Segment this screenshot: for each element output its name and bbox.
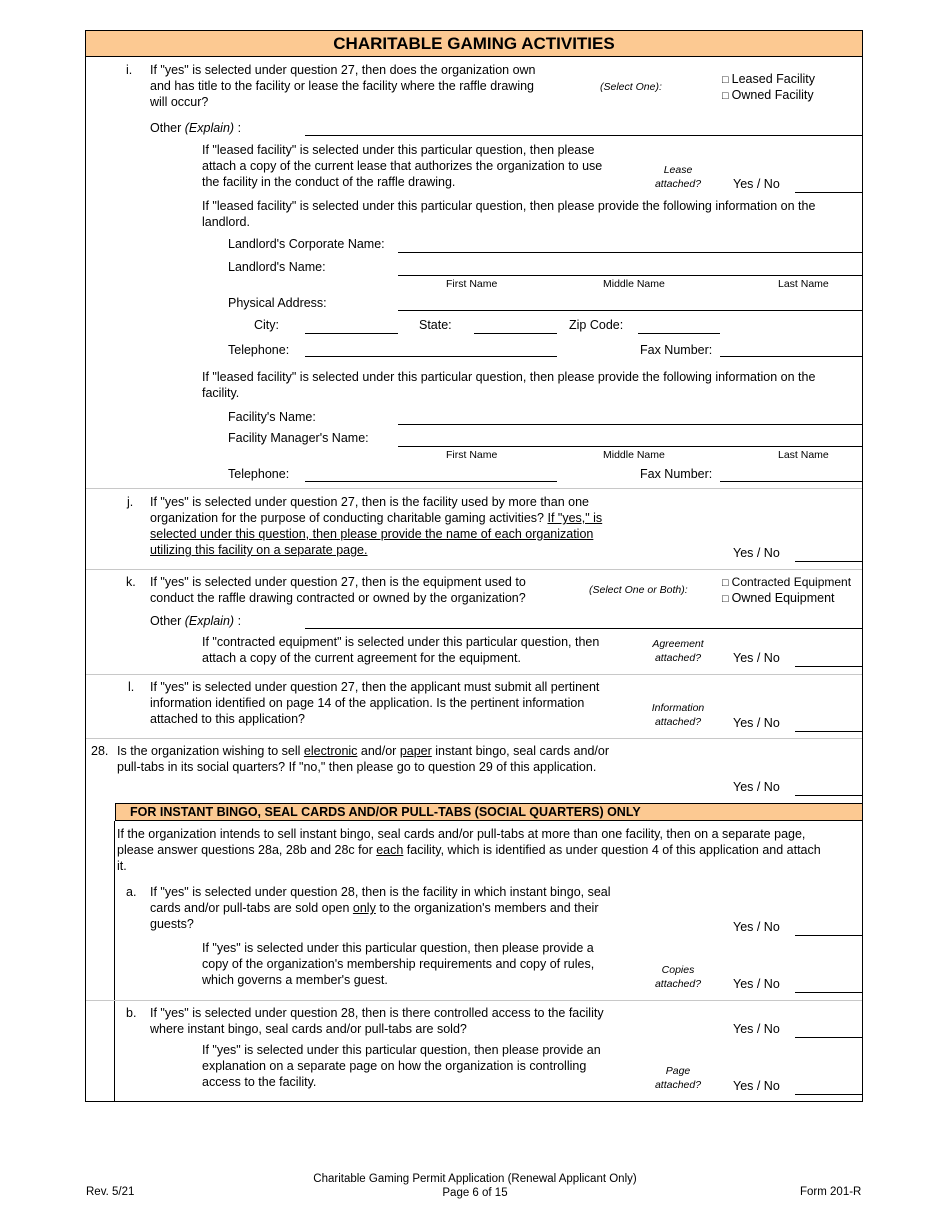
q28a-answer-field[interactable] xyxy=(795,935,863,936)
agreement-answer-field[interactable] xyxy=(795,666,863,667)
lease-attached-label: Lease attached? xyxy=(654,164,702,190)
middle-name-caption: Middle Name xyxy=(603,278,665,290)
first-name-caption: First Name xyxy=(446,449,498,461)
option-leased-facility[interactable]: □ Leased Facility xyxy=(722,72,816,86)
l-answer-field[interactable] xyxy=(795,731,863,732)
physical-address-label: Physical Address: xyxy=(228,296,327,310)
j-yes-no[interactable]: Yes / No xyxy=(733,546,780,560)
copies-yes-no[interactable]: Yes / No xyxy=(733,977,780,991)
question-number-28b: b. xyxy=(126,1006,137,1020)
fax-field[interactable] xyxy=(720,481,863,482)
revision-label: Rev. 5/21 xyxy=(86,1186,135,1198)
state-field[interactable] xyxy=(474,333,557,334)
question-number-l: l. xyxy=(128,680,135,694)
question-number-i: i. xyxy=(126,63,133,77)
divider xyxy=(86,674,862,675)
checkbox-icon[interactable]: □ xyxy=(722,74,729,86)
q28b-yes-no[interactable]: Yes / No xyxy=(733,1022,780,1036)
question-28-text: Is the organization wishing to sell electronic and/or paper instant bingo, seal cards and/or pull-tabs in its social quarters? If "no," then please go to question 29 of this application. xyxy=(117,744,609,774)
state-label: State: xyxy=(419,318,452,332)
question-l-text: If "yes" is selected under question 27, then the applicant must submit all pertinent information identified on page 14 of the application. Is the pertinent information attached to this application? xyxy=(150,680,600,726)
last-name-caption: Last Name xyxy=(778,449,829,461)
section-intro: If the organization intends to sell instant bingo, seal cards and/or pull-tabs at more than one facility, then on a separate page, please answer questions 28a, 28b and 28c for each facility, which is identified as under question 4 of this application and attach it. xyxy=(117,827,821,873)
copies-answer-field[interactable] xyxy=(795,992,863,993)
page-instructions: If "yes" is selected under this particular question, then please provide an explanation on a separate page on how the organization is controlling access to the facility. xyxy=(202,1043,601,1089)
landlord-corp-label: Landlord's Corporate Name: xyxy=(228,237,385,251)
telephone-field[interactable] xyxy=(305,481,557,482)
lease-answer-field[interactable] xyxy=(795,192,863,193)
fax-field[interactable] xyxy=(720,356,863,357)
question-j-text: If "yes" is selected under question 27, then is the facility used by more than one organization for the purpose of conducting charitable gaming activities? If "yes," is selected under this question, then please provide the name of each organization utilizing this facility on a separate page. xyxy=(150,495,603,557)
landlord-intro: If "leased facility" is selected under this particular question, then please provide the following information on the landlord. xyxy=(202,199,816,229)
city-field[interactable] xyxy=(305,333,398,334)
facility-intro: If "leased facility" is selected under this particular question, then please provide the following information on the facility. xyxy=(202,370,816,400)
information-attached-label: Information attached? xyxy=(651,702,705,728)
q28a-yes-no[interactable]: Yes / No xyxy=(733,920,780,934)
checkbox-icon[interactable]: □ xyxy=(722,577,729,589)
agreement-yes-no[interactable]: Yes / No xyxy=(733,651,780,665)
zip-field[interactable] xyxy=(638,333,720,334)
checkbox-icon[interactable]: □ xyxy=(722,90,729,102)
select-one-or-both-label: (Select One or Both): xyxy=(589,584,688,596)
question-k-text: If "yes" is selected under question 27, then is the equipment used to conduct the raffle drawing contracted or owned by the organization? xyxy=(150,575,526,605)
physical-address-field[interactable] xyxy=(398,310,863,311)
question-number-28a: a. xyxy=(126,885,137,899)
lease-instructions: If "leased facility" is selected under this particular question, then please attach a copy of the current lease that authorizes the organization to use the facility in the conduct of the raffle drawing. xyxy=(202,143,603,189)
agreement-instructions: If "contracted equipment" is selected under this particular question, then attach a copy of the current agreement for the equipment. xyxy=(202,635,600,665)
zip-label: Zip Code: xyxy=(569,318,624,332)
telephone-field[interactable] xyxy=(305,356,557,357)
last-name-caption: Last Name xyxy=(778,278,829,290)
select-one-label: (Select One): xyxy=(600,81,662,93)
other-explain-field[interactable] xyxy=(305,628,863,629)
q28-answer-field[interactable] xyxy=(795,795,863,796)
divider xyxy=(86,738,862,739)
j-answer-field[interactable] xyxy=(795,561,863,562)
facility-manager-field[interactable] xyxy=(398,446,863,447)
agreement-attached-label: Agreement attached? xyxy=(652,638,704,664)
instant-bingo-section-header: FOR INSTANT BINGO, SEAL CARDS AND/OR PULL-TABS (SOCIAL QUARTERS) ONLY xyxy=(115,803,863,821)
form-number: Form 201-R xyxy=(800,1186,862,1198)
question-number-k: k. xyxy=(126,575,136,589)
first-name-caption: First Name xyxy=(446,278,498,290)
landlord-name-field[interactable] xyxy=(398,275,863,276)
page-yes-no[interactable]: Yes / No xyxy=(733,1079,780,1093)
section-border xyxy=(114,821,115,1102)
divider xyxy=(86,488,862,489)
other-explain-label: Other (Explain) : xyxy=(150,614,242,628)
section-header: CHARITABLE GAMING ACTIVITIES xyxy=(86,31,862,57)
divider xyxy=(86,1000,862,1001)
middle-name-caption: Middle Name xyxy=(603,449,665,461)
lease-yes-no[interactable]: Yes / No xyxy=(733,177,780,191)
facility-name-field[interactable] xyxy=(398,424,863,425)
option-owned-equipment[interactable]: □ Owned Equipment xyxy=(722,591,835,605)
fax-label: Fax Number: xyxy=(640,467,713,481)
q28b-answer-field[interactable] xyxy=(795,1037,863,1038)
page-attached-label: Page attached? xyxy=(654,1065,702,1091)
landlord-name-label: Landlord's Name: xyxy=(228,260,326,274)
fax-label: Fax Number: xyxy=(640,343,713,357)
question-number-28: 28. xyxy=(91,744,109,758)
divider xyxy=(86,569,862,570)
facility-manager-label: Facility Manager's Name: xyxy=(228,431,369,445)
question-i-text: If "yes" is selected under question 27, then does the organization own and has title to the facility or lease the facility where the raffle drawing will occur? xyxy=(150,63,536,109)
l-yes-no[interactable]: Yes / No xyxy=(733,716,780,730)
option-owned-facility[interactable]: □ Owned Facility xyxy=(722,88,814,102)
facility-name-label: Facility's Name: xyxy=(228,410,316,424)
copies-instructions: If "yes" is selected under this particular question, then please provide a copy of the organization's membership requirements and copy of rules, which governs a member's guest. xyxy=(202,941,595,987)
telephone-label: Telephone: xyxy=(228,343,290,357)
checkbox-icon[interactable]: □ xyxy=(722,593,729,605)
copies-attached-label: Copies attached? xyxy=(654,964,702,990)
other-explain-field[interactable] xyxy=(305,135,863,136)
q28-yes-no[interactable]: Yes / No xyxy=(733,780,780,794)
question-28b-text: If "yes" is selected under question 28, then is there controlled access to the facility where instant bingo, seal cards and/or pull-tabs are sold? xyxy=(150,1006,604,1036)
page-answer-field[interactable] xyxy=(795,1094,863,1095)
question-number-j: j. xyxy=(127,495,134,509)
footer-center: Charitable Gaming Permit Application (Renewal Applicant Only) Page 6 of 15 xyxy=(313,1173,637,1199)
question-28a-text: If "yes" is selected under question 28, then is the facility in which instant bingo, seal cards and/or pull-tabs are sold open only to the organization's members and their guests? xyxy=(150,885,611,931)
city-label: City: xyxy=(254,318,279,332)
landlord-corp-field[interactable] xyxy=(398,252,863,253)
option-contracted-equipment[interactable]: □ Contracted Equipment xyxy=(722,575,852,589)
other-explain-label: Other (Explain) : xyxy=(150,121,242,135)
telephone-label: Telephone: xyxy=(228,467,290,481)
